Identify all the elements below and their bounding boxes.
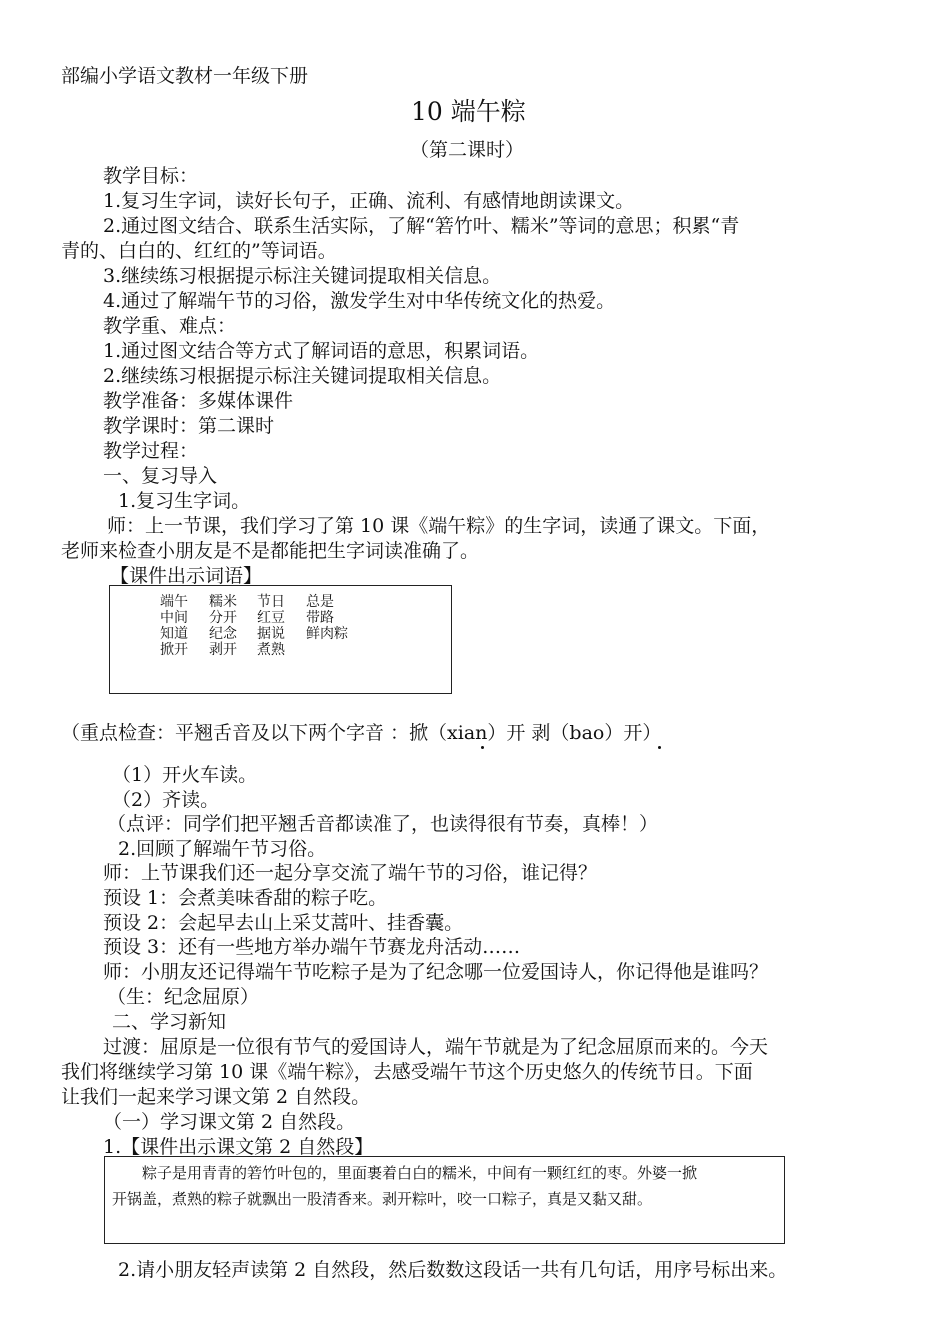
- vocab-word: 中间: [160, 610, 188, 626]
- preset-1: 预设 1：会煮美味香甜的粽子吃。: [103, 887, 388, 909]
- preset-3: 预设 3：还有一些地方举办端午节赛龙舟活动……: [103, 936, 521, 958]
- vocab-word: 带路: [306, 610, 334, 626]
- header-text: 部编小学语文教材一年级下册: [61, 65, 309, 87]
- vocab-word: 节日: [257, 594, 285, 610]
- vocab-word: 纪念: [209, 626, 237, 642]
- subsection-1-heading: （一）学习课文第 2 自然段。: [103, 1111, 356, 1133]
- goal-3: 3.继续练习根据提示标注关键词提取相关信息。: [103, 265, 502, 287]
- section-1-heading: 一、复习导入: [103, 465, 218, 487]
- step-1-2: 2.回顾了解端午节习俗。: [118, 838, 327, 860]
- key-point-1: 1.通过图文结合等方式了解词语的意思，积累词语。: [103, 340, 540, 362]
- teacher-line-1a: 师：上一节课，我们学习了第 10 课《端午粽》的生字词，读通了课文。下面，: [107, 515, 771, 537]
- teaching-prep: 教学准备：多媒体课件: [103, 390, 294, 412]
- reading-1: （1）开火车读。: [112, 764, 258, 786]
- emphasis-dot: [481, 746, 484, 749]
- goal-1: 1.复习生字词，读好长句子，正确、流利、有感情地朗读课文。: [103, 190, 635, 212]
- transition-line-3: 让我们一起来学习课文第 2 自然段。: [61, 1086, 371, 1108]
- teacher-line-3: 师：小朋友还记得端午节吃粽子是为了纪念哪一位爱国诗人，你记得他是谁吗？: [103, 961, 769, 983]
- key-points-heading: 教学重、难点：: [103, 315, 237, 337]
- vocab-word: 分开: [209, 610, 237, 626]
- vocab-word: 知道: [160, 626, 188, 642]
- vocab-word: 剥开: [209, 642, 237, 658]
- goals-heading: 教学目标：: [103, 165, 199, 187]
- transition-line-1: 过渡：屈原是一位很有节气的爱国诗人，端午节就是为了纪念屈原而来的。今天: [103, 1036, 769, 1058]
- vocab-row: [160, 626, 348, 642]
- reading-2: （2）齐读。: [112, 789, 220, 811]
- goal-2-line-2: 青的、白白的、红红的”等词语。: [61, 240, 337, 262]
- vocab-row: [160, 610, 348, 626]
- teaching-process-heading: 教学过程：: [103, 440, 199, 462]
- vocab-word: 总是: [306, 594, 334, 610]
- page-title: 10 端午粽: [411, 97, 526, 126]
- step-1-1: 1.复习生字词。: [118, 490, 251, 512]
- passage-line-1: 粽子是用青青的箬竹叶包的，里面裹着白白的糯米，中间有一颗红红的枣。外婆一掀: [142, 1164, 698, 1182]
- vocab-word: 鲜肉粽: [306, 626, 348, 642]
- step-2-2: 2.请小朋友轻声读第 2 自然段，然后数数这段话一共有几句话，用序号标出来。: [118, 1259, 788, 1281]
- preset-2: 预设 2：会起早去山上采艾蒿叶、挂香囊。: [103, 912, 464, 934]
- vocab-row: [160, 642, 348, 658]
- goal-2-line-1: 2.通过图文结合、联系生活实际，了解“箬竹叶、糯米”等词的意思；积累“青: [103, 215, 740, 237]
- vocab-word: 红豆: [257, 610, 285, 626]
- comment-line: （点评：同学们把平翘舌音都读准了，也读得很有节奏，真棒！）: [107, 813, 659, 835]
- vocab-list: [160, 594, 348, 658]
- section-2-heading: 二、学习新知: [112, 1011, 227, 1033]
- passage-line-2: 开锅盖，煮熟的粽子就飘出一股清香来。剥开粽叶，咬一口粽子，真是又黏又甜。: [112, 1190, 653, 1208]
- vocab-row: [160, 594, 348, 610]
- vocab-word: 煮熟: [257, 642, 285, 658]
- show-words-label: 【课件出示词语】: [110, 565, 263, 587]
- teacher-line-1b: 老师来检查小朋友是不是都能把生字词读准确了。: [61, 540, 480, 562]
- key-check-line: （重点检查：平翘舌音及以下两个字音 ：掀（xian）开 剥（bao）开）: [61, 722, 662, 744]
- vocab-word: 糯米: [209, 594, 237, 610]
- vocab-word: 据说: [257, 626, 285, 642]
- transition-line-2: 我们将继续学习第 10 课《端午粽》，去感受端午节这个历史悠久的传统节日。下面: [61, 1061, 753, 1083]
- page-subtitle: （第二课时）: [410, 139, 525, 161]
- goal-4: 4.通过了解端午节的习俗，激发学生对中华传统文化的热爱。: [103, 290, 616, 312]
- key-point-2: 2.继续练习根据提示标注关键词提取相关信息。: [103, 365, 502, 387]
- vocab-word: 掀开: [160, 642, 188, 658]
- teaching-hours: 教学课时：第二课时: [103, 415, 275, 437]
- emphasis-dot: [658, 746, 661, 749]
- teacher-line-2: 师：上节课我们还一起分享交流了端午节的习俗，谁记得？: [103, 862, 598, 884]
- step-2-1: 1.【课件出示课文第 2 自然段】: [103, 1136, 374, 1158]
- vocab-word: 端午: [160, 594, 188, 610]
- student-answer: （生：纪念屈原）: [107, 986, 260, 1008]
